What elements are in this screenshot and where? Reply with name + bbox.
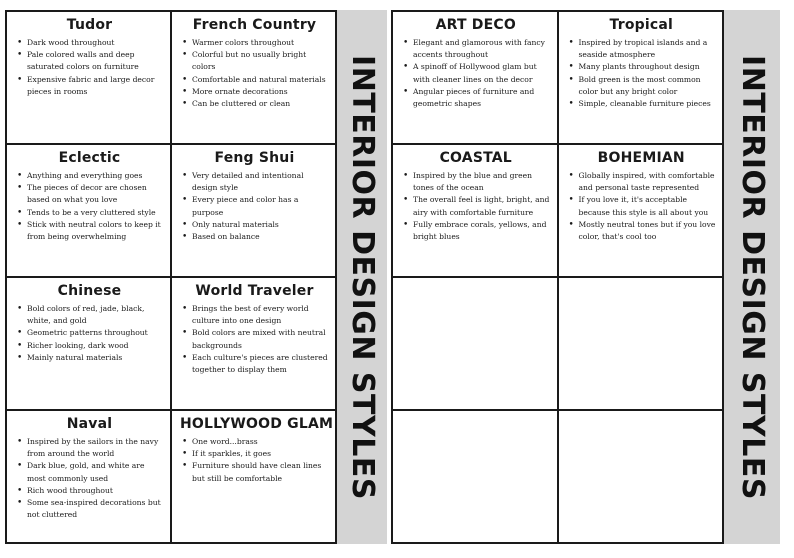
style-title: World Traveler bbox=[195, 283, 314, 299]
style-title: Tropical bbox=[609, 17, 673, 33]
left-band-title: INTERIOR DESIGN STYLES bbox=[344, 54, 380, 500]
style-bullet-list bbox=[15, 436, 164, 521]
style-bullet: • Furniture should have clean lines but still be comfortable bbox=[180, 460, 329, 484]
style-cell bbox=[559, 12, 723, 143]
style-bullet: • Geometric patterns throughout bbox=[15, 327, 164, 339]
style-bullet: • If you love it, it's acceptable because this style is all about you bbox=[567, 194, 717, 218]
style-bullet-list bbox=[401, 37, 551, 110]
right-band-title: INTERIOR DESIGN STYLES bbox=[734, 54, 770, 500]
style-bullet: • Rich wood throughout bbox=[15, 485, 164, 497]
style-title: HOLLYWOOD GLAM bbox=[180, 416, 334, 432]
style-bullet: • Very detailed and intentional design style bbox=[180, 170, 329, 194]
style-cell bbox=[7, 145, 170, 276]
style-bullet: • Inspired by tropical islands and a seaside atmosphere bbox=[567, 37, 717, 61]
style-cell bbox=[172, 411, 335, 542]
style-bullet: • Each culture's pieces are clustered together to display them bbox=[180, 352, 329, 376]
style-bullet: • Mainly natural materials bbox=[15, 352, 164, 364]
style-bullet-list bbox=[567, 170, 717, 243]
style-bullet: • Dark blue, gold, and white are most commonly used bbox=[15, 460, 164, 484]
style-bullet: • More ornate decorations bbox=[180, 86, 329, 98]
style-bullet: • If it sparkles, it goes bbox=[180, 448, 329, 460]
style-bullet: • Globally inspired, with comfortable and personal taste represented bbox=[567, 170, 717, 194]
style-bullet-list bbox=[180, 436, 329, 485]
right-title-band bbox=[724, 10, 780, 544]
empty-style-cell bbox=[393, 411, 557, 542]
style-title: Eclectic bbox=[58, 150, 121, 166]
left-worksheet bbox=[5, 10, 387, 544]
style-bullet: • A spinoff of Hollywood glam but with cleaner lines on the decor bbox=[401, 61, 551, 85]
style-bullet: • Many plants throughout design bbox=[567, 61, 717, 73]
style-title: COASTAL bbox=[439, 150, 512, 166]
style-bullet-list bbox=[180, 303, 329, 376]
style-bullet: • Comfortable and natural materials bbox=[180, 74, 329, 86]
left-style-grid bbox=[5, 10, 337, 544]
style-bullet: • Warmer colors throughout bbox=[180, 37, 329, 49]
style-bullet-list bbox=[567, 37, 717, 110]
style-bullet-list bbox=[180, 37, 329, 110]
style-bullet: • Only natural materials bbox=[180, 219, 329, 231]
style-bullet-list bbox=[15, 37, 164, 98]
style-bullet: • The pieces of decor are chosen based on what you love bbox=[15, 182, 164, 206]
style-bullet: • Based on balance bbox=[180, 231, 329, 243]
style-bullet: • Mostly neutral tones but if you love color, that's cool too bbox=[567, 219, 717, 243]
style-bullet: • Simple, cleanable furniture pieces bbox=[567, 98, 717, 110]
style-title: Chinese bbox=[57, 283, 122, 299]
style-bullet: • Tends to be a very cluttered style bbox=[15, 207, 164, 219]
empty-style-cell bbox=[559, 278, 723, 409]
style-bullet-list bbox=[15, 170, 164, 243]
style-bullet: • Inspired by the sailors in the navy from around the world bbox=[15, 436, 164, 460]
style-bullet: • Dark wood throughout bbox=[15, 37, 164, 49]
style-bullet: • Angular pieces of furniture and geometric shapes bbox=[401, 86, 551, 110]
style-bullet-list bbox=[15, 303, 164, 364]
style-bullet: • Some sea-inspired decorations but not cluttered bbox=[15, 497, 164, 521]
style-bullet: • Stick with neutral colors to keep it from being overwhelming bbox=[15, 219, 164, 243]
style-title: ART DECO bbox=[435, 17, 516, 33]
style-cell bbox=[559, 145, 723, 276]
style-bullet: • Inspired by the blue and green tones of the ocean bbox=[401, 170, 551, 194]
right-style-grid bbox=[391, 10, 724, 544]
style-cell bbox=[172, 145, 335, 276]
style-bullet: • Bold green is the most common color but any bright color bbox=[567, 74, 717, 98]
style-title: Tudor bbox=[66, 17, 113, 33]
right-worksheet bbox=[391, 10, 780, 544]
style-title: BOHEMIAN bbox=[597, 150, 685, 166]
style-bullet: • Richer looking, dark wood bbox=[15, 340, 164, 352]
style-bullet: • Brings the best of every world culture into one design bbox=[180, 303, 329, 327]
style-cell bbox=[7, 411, 170, 542]
style-bullet: • Can be cluttered or clean bbox=[180, 98, 329, 110]
style-bullet-list bbox=[180, 170, 329, 243]
empty-style-cell bbox=[393, 278, 557, 409]
style-title: French Country bbox=[192, 17, 317, 33]
style-bullet: • Bold colors are mixed with neutral backgrounds bbox=[180, 327, 329, 351]
style-bullet: • One word...brass bbox=[180, 436, 329, 448]
style-bullet: • Expensive fabric and large decor pieces in rooms bbox=[15, 74, 164, 98]
style-bullet: • Pale colored walls and deep saturated colors on furniture bbox=[15, 49, 164, 73]
style-cell bbox=[172, 12, 335, 143]
style-bullet: • Fully embrace corals, yellows, and bright blues bbox=[401, 219, 551, 243]
style-cell bbox=[7, 12, 170, 143]
style-bullet: • Bold colors of red, jade, black, white, and gold bbox=[15, 303, 164, 327]
style-bullet: • The overall feel is light, bright, and airy with comfortable furniture bbox=[401, 194, 551, 218]
style-cell bbox=[7, 278, 170, 409]
style-title: Feng Shui bbox=[214, 150, 295, 166]
style-bullet: • Elegant and glamorous with fancy accents throughout bbox=[401, 37, 551, 61]
style-bullet: • Colorful but no usually bright colors bbox=[180, 49, 329, 73]
style-bullet-list bbox=[401, 170, 551, 243]
style-cell bbox=[172, 278, 335, 409]
style-bullet: • Anything and everything goes bbox=[15, 170, 164, 182]
left-title-band bbox=[337, 10, 387, 544]
style-bullet: • Every piece and color has a purpose bbox=[180, 194, 329, 218]
style-cell bbox=[393, 145, 557, 276]
style-title: Naval bbox=[66, 416, 113, 432]
empty-style-cell bbox=[559, 411, 723, 542]
style-cell bbox=[393, 12, 557, 143]
